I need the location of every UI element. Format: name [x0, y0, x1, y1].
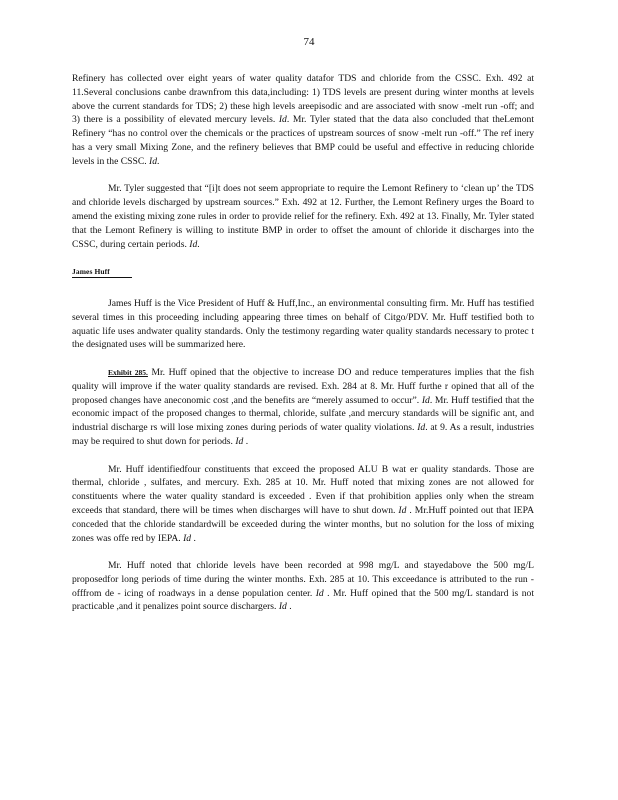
- citation-id: Id: [315, 587, 324, 599]
- paragraph-lemont-data: [72, 72, 534, 169]
- paragraph-text: . Mr. Tyler stated that the data also concluded that theLemont Refinery “has no control over the chemicals or the practices of upstream sources of snow -melt run -off.” The ref inery has a very small Mixing Zone, and the refinery believes that BMP could be useful and effective in reducing chloride levels in the CSSC.: [72, 114, 534, 167]
- section-heading-text: James Huff: [72, 267, 132, 278]
- paragraph-text: . Mr. Huff opined that the 500 mg/L standard is not practicable ,and it penalizes point source dischargers.: [72, 587, 534, 613]
- paragraph-huff-chloride: [72, 559, 534, 614]
- paragraph-text: James Huff is the Vice President of Huff & Huff,Inc., an environmental consulting firm. Mr. Huff has testified several times in this proceeding including appearing three times on behalf of Citgo/PDV. Mr. Huff testified both to aquatic life uses andwater quality standards. Only the testimony regarding water quality standards necessary to protec t the designated uses will be summarized here.: [72, 297, 534, 351]
- paragraph-text: .: [191, 532, 196, 544]
- section-heading-james-huff: [72, 265, 534, 279]
- citation-id: Id: [189, 238, 198, 250]
- citation-id: Id: [278, 601, 287, 613]
- paragraph-huff-intro: [72, 297, 534, 352]
- paragraph-text: . Mr.Huff pointed out that IEPA conceded that the chloride standardwill be exceeded during the winter months, but no solution for the loss of mixing zones was offe red by IEPA.: [72, 504, 535, 544]
- citation-id: Id: [421, 394, 430, 406]
- paragraph-text: .: [243, 435, 249, 447]
- citation-id: Id: [278, 114, 287, 126]
- paragraph-text: Mr. Huff identifiedfour constituents that exceed the proposed ALU B wat er quality standards. Those are thermal, chloride , sulfates, and mercury. Exh. 285 at 10. Mr. Huff noted that mixing zones are not allowed for constituents where the water quality standard is exceeded . Even if that prohibition applies only when the stream exceeds that standard, there will be times when discharges will have to shut down.: [72, 463, 534, 516]
- page-number: 74: [303, 36, 315, 48]
- paragraph-exhibit-285: [72, 366, 534, 449]
- citation-id: Id: [417, 422, 426, 434]
- paragraph-text: .: [197, 238, 200, 250]
- citation-id: Id: [398, 504, 407, 516]
- paragraph-text: Mr. Huff opined that the objective to increase DO and reduce temperatures implies that the fish quality will improve if the water quality standards are revised. Exh. 284 at 8. Mr. Huff furthe r opined that all of the proposed changes have aneconomic cost ,and the benefits are “merely assumed to occur”.: [72, 366, 535, 406]
- page-body: [72, 72, 534, 628]
- paragraph-text: Refinery has collected over eight years of water quality datafor TDS and chloride from the CSSC. Exh. 492 at 11.Several conclusions canbe drawnfrom this data,including: 1) TDS levels are present during winter months at levels above the current standards for TDS; 2) these high levels areepisodic and are associated with snow -melt run -off; and 3) there is a possibility of elevated mercury levels.: [72, 73, 534, 126]
- paragraph-text: Mr. Huff noted that chloride levels have been recorded at 998 mg/L and stayedabove the 500 mg/L proposedfor long periods of time during the winter months. Exh. 285 at 10. This exceedance is attributed to the run -offfrom de - icing of roadways in a dense population center.: [72, 560, 534, 599]
- paragraph-huff-constituents: [72, 463, 534, 546]
- paragraph-tyler-suggestion: [72, 182, 534, 251]
- paragraph-text: .: [157, 155, 160, 167]
- citation-id: Id: [183, 532, 192, 544]
- citation-id: Id: [149, 155, 158, 167]
- paragraph-text: . at 9. As a result, industries may be required to shut down for periods.: [72, 422, 534, 447]
- citation-id: Id: [235, 435, 244, 447]
- paragraph-text: Mr. Tyler suggested that “[i]t does not seem appropriate to require the Lemont Refinery to ‘clean up’ the TDS and chloride levels discharged by upstream sources.” Exh. 492 at 12. Further, the Lemont Refinery urges the Board to amend the existing mixing zone rules in order to provide relief for the refinery. Exh. 492 at 13. Finally, Mr. Tyler stated that the Lemont Refinery is willing to institute BMP in order to offset the amount of chloride it discharges into the CSSC, during certain periods.: [72, 183, 534, 250]
- paragraph-text: .: [286, 601, 292, 613]
- exhibit-label: Exhibit 285.: [108, 367, 148, 377]
- paragraph-text: . Mr. Huff testified that the economic impact of the proposed changes to thermal, chloride, sulfate ,and mercury standards will be signific ant, and industrial discharge rs will lose mixing zones during periods of water quality violations.: [72, 394, 534, 434]
